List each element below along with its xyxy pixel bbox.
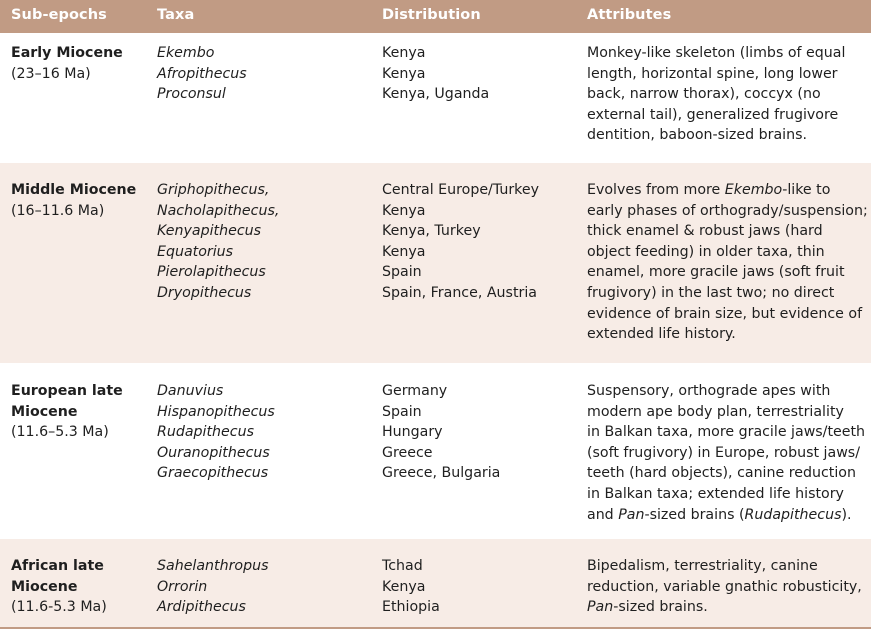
taxon: Hispanopithecus [157, 403, 275, 420]
attribute-line: Monkey-like skeleton (limbs of equal [587, 45, 846, 61]
distribution-entry: Central Europe/Turkey [382, 182, 540, 198]
header-subepochs: Sub-epochs [11, 7, 107, 23]
distribution-entry: Spain [382, 264, 422, 281]
header-distribution: Distribution [382, 7, 481, 23]
attribute-line: frugivory) in the last two; no direct [587, 284, 835, 301]
attribute-line: dentition, baboon-sized brains. [587, 127, 807, 144]
taxon: Graecopithecus [157, 465, 269, 482]
taxon: Griphopithecus, [157, 182, 270, 198]
subepoch-name: Early Miocene [11, 45, 123, 61]
subepoch-cell [11, 43, 151, 84]
attribute-line: early phases of orthogrady/suspension; [587, 202, 868, 219]
italic-genus-term: Ekembo [724, 182, 783, 198]
subepoch-name: European late [11, 383, 123, 399]
table-row-middle-miocene [0, 163, 871, 363]
attribute-line: reduction, variable gnathic robusticity, [587, 578, 862, 595]
attributes-cell [587, 556, 867, 618]
subepoch-name-cont: Miocene [11, 403, 78, 420]
subepoch-range: (11.6-5.3 Ma) [11, 599, 107, 616]
italic-genus-term: Rudapithecus [744, 506, 842, 523]
subepoch-range: (23–16 Ma) [11, 65, 91, 82]
attributes-cell [587, 180, 867, 345]
attribute-line-rich: and Pan-sized brains (Rudapithecus). [587, 506, 852, 523]
distribution-entry: Germany [382, 383, 448, 399]
distribution-entry: Kenya [382, 578, 426, 595]
table-row-early-miocene [0, 33, 871, 163]
attribute-line: in Balkan taxa, more gracile jaws/teeth [587, 424, 866, 441]
italic-genus-term: Pan [587, 599, 614, 616]
attribute-line: object feeding) in older taxa, thin [587, 243, 825, 260]
subepoch-cell [11, 556, 151, 618]
taxon: Nacholapithecus, [157, 202, 280, 219]
distribution-entry: Kenya [382, 45, 426, 61]
taxon: Dryopithecus [157, 284, 252, 301]
subepoch-name: Middle Miocene [11, 182, 137, 198]
table-row-african-late-miocene [0, 539, 871, 627]
taxa-cell [157, 43, 377, 105]
distribution-entry: Spain [382, 403, 422, 420]
subepoch-range: (11.6–5.3 Ma) [11, 424, 109, 441]
table-row-european-late-miocene [0, 363, 871, 539]
distribution-cell [382, 180, 582, 304]
taxon: Sahelanthropus [157, 558, 269, 574]
distribution-entry: Kenya [382, 243, 426, 260]
subepoch-cell [11, 381, 151, 443]
attribute-line: (soft frugivory) in Europe, robust jaws/ [587, 444, 860, 461]
attribute-line: length, horizontal spine, long lower [587, 65, 838, 82]
subepoch-range: (16–11.6 Ma) [11, 202, 105, 219]
table-header [0, 0, 871, 33]
attribute-line: thick enamel & robust jaws (hard [587, 223, 823, 240]
attribute-line: Bipedalism, terrestriality, canine [587, 558, 818, 574]
distribution-entry: Greece [382, 444, 433, 461]
taxon: Ardipithecus [157, 599, 246, 616]
attribute-line: teeth (hard objects), canine reduction [587, 465, 856, 482]
taxon: Orrorin [157, 578, 208, 595]
taxon: Rudapithecus [157, 424, 254, 441]
attribute-line: enamel, more gracile jaws (soft fruit [587, 264, 845, 281]
distribution-entry: Ethiopia [382, 599, 440, 616]
taxon: Ouranopithecus [157, 444, 270, 461]
distribution-entry: Greece, Bulgaria [382, 465, 501, 482]
subepoch-name: African late [11, 558, 104, 574]
taxon: Proconsul [157, 86, 226, 103]
taxa-cell [157, 556, 377, 618]
taxon: Ekembo [157, 45, 215, 61]
attribute-line: external tail), generalized frugivore [587, 106, 839, 123]
attribute-line: Suspensory, orthograde apes with [587, 383, 831, 399]
taxon: Pierolapithecus [157, 264, 266, 281]
distribution-entry: Kenya, Uganda [382, 86, 490, 103]
distribution-entry: Kenya [382, 202, 426, 219]
attribute-line-rich: Pan-sized brains. [587, 599, 708, 616]
subepoch-cell [11, 180, 151, 221]
distribution-entry: Spain, France, Austria [382, 284, 537, 301]
attributes-cell [587, 381, 867, 525]
distribution-entry: Tchad [382, 558, 423, 574]
attribute-line: Evolves from more Ekembo-like to [587, 182, 831, 198]
attribute-line: back, narrow thorax), coccyx (no [587, 86, 821, 103]
distribution-entry: Kenya [382, 65, 426, 82]
attribute-line: in Balkan taxa; extended life history [587, 485, 844, 502]
header-attributes: Attributes [587, 7, 672, 23]
distribution-cell [382, 556, 582, 618]
table-bottom-rule [0, 627, 871, 629]
attribute-line: extended life history. [587, 326, 736, 343]
taxon: Danuvius [157, 383, 224, 399]
taxon: Equatorius [157, 243, 234, 260]
distribution-entry: Kenya, Turkey [382, 223, 481, 240]
taxon: Kenyapithecus [157, 223, 262, 240]
taxa-cell [157, 180, 377, 304]
distribution-cell [382, 381, 582, 484]
attributes-cell [587, 43, 867, 146]
subepoch-name-cont: Miocene [11, 578, 78, 595]
attribute-line: evidence of brain size, but evidence of [587, 305, 863, 322]
header-taxa: Taxa [157, 7, 195, 23]
distribution-cell [382, 43, 582, 105]
taxa-cell [157, 381, 377, 484]
italic-genus-term: Pan [618, 506, 645, 523]
taxon: Afropithecus [157, 65, 247, 82]
attribute-line: modern ape body plan, terrestriality [587, 403, 844, 420]
distribution-entry: Hungary [382, 424, 443, 441]
